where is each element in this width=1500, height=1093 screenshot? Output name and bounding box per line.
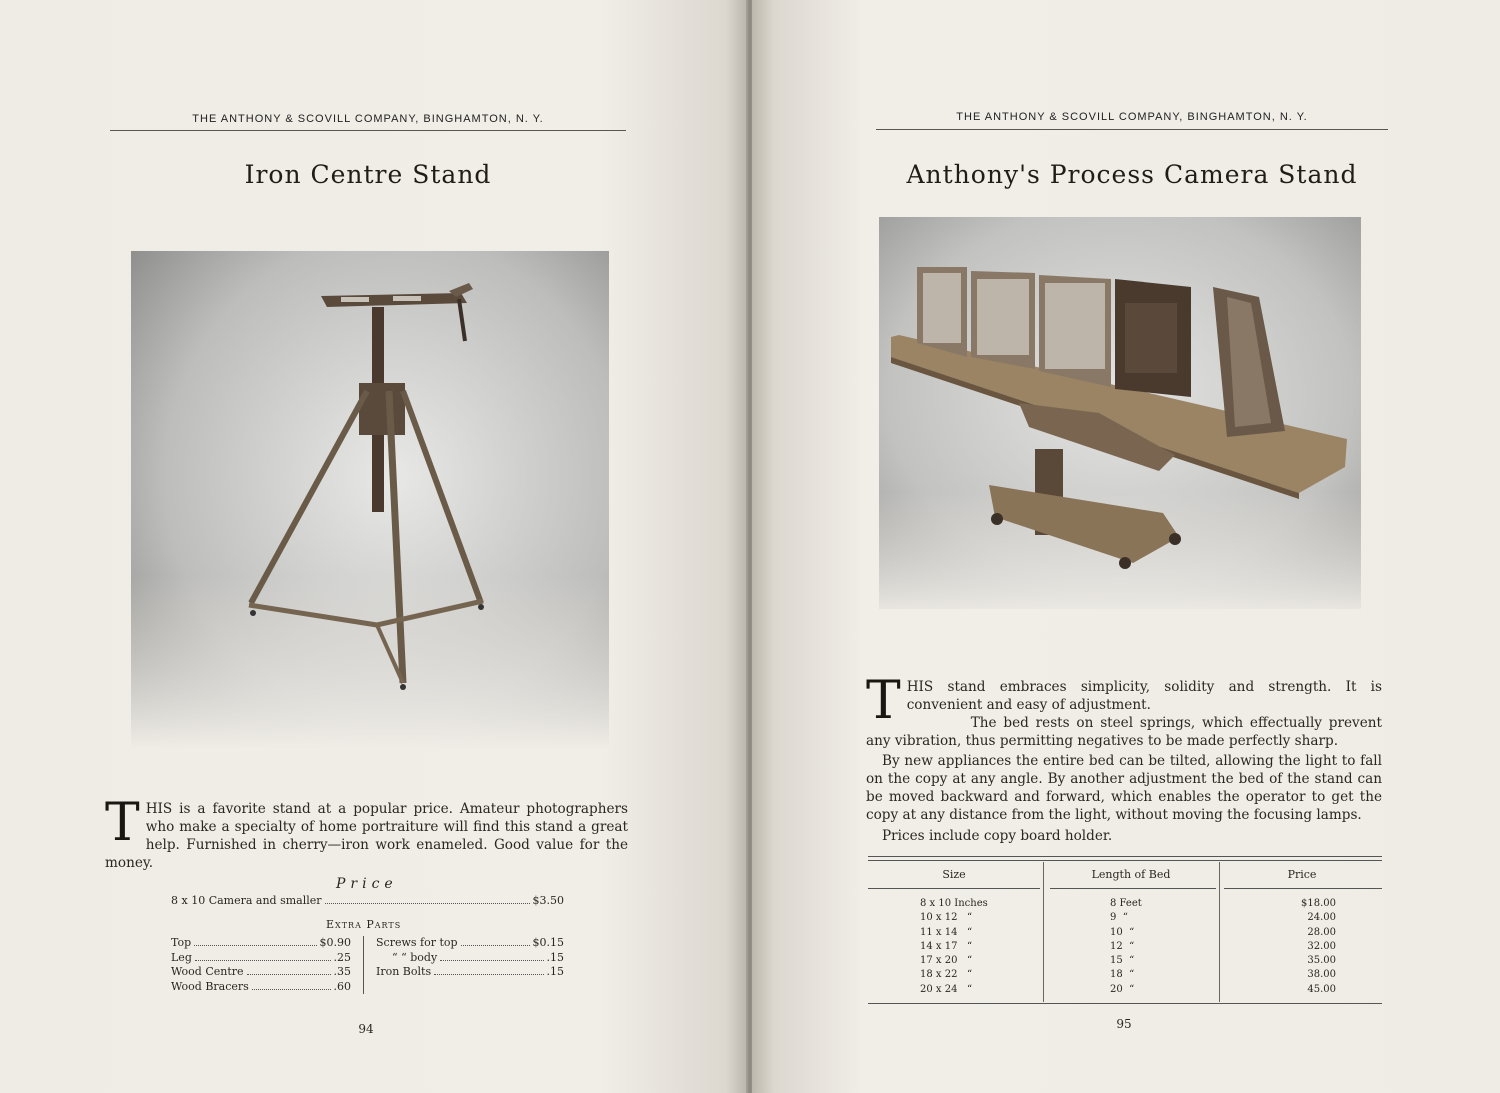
running-head: THE ANTHONY & SCOVILL COMPANY, BINGHAMTON, N. Y.	[956, 111, 1308, 123]
left-page	[0, 0, 748, 1093]
page-title: Anthony's Process Camera Stand	[906, 160, 1358, 189]
sizes-column	[920, 897, 1030, 997]
table-cell: 9 “	[1110, 912, 1128, 924]
part-row: Screws for top $0.15	[376, 936, 564, 949]
extra-parts-heading: Extra Parts	[326, 918, 402, 931]
column-divider	[1043, 862, 1044, 1002]
page-number: 95	[1116, 1017, 1132, 1031]
table-top-rule-2	[868, 860, 1382, 861]
table-cell: 10 “	[1110, 926, 1135, 938]
header-underline	[1050, 888, 1216, 889]
process-camera-stand-photo	[879, 217, 1361, 609]
drop-cap: T	[105, 793, 140, 853]
paragraph-text: HIS is a favorite stand at a popular price. Amateur photographers who make a specialty of home portraiture will find this stand a great help. Furnished in cherry—iron work enameled. Good value for the money.	[105, 801, 628, 871]
table-cell: 18 “	[1110, 969, 1135, 981]
table-cell: 20 “	[1110, 983, 1135, 995]
column-header-price: Price	[1287, 868, 1317, 881]
table-cell: 15 “	[1110, 955, 1135, 967]
paragraph-2: The bed rests on steel springs, which effectually prevent any vibration, thus permitting negatives to be made perfectly sharp.	[866, 715, 1382, 749]
part-row: Wood Bracers .60	[171, 979, 351, 993]
table-cell: 18 x 22 “	[920, 969, 973, 981]
part-row: Wood Centre .35	[171, 965, 351, 978]
page-title: Iron Centre Stand	[244, 160, 492, 189]
page-number: 94	[358, 1022, 374, 1036]
leader-dots	[325, 903, 530, 904]
column-header-length: Length of Bed	[1091, 868, 1171, 881]
column-header-size: Size	[942, 868, 966, 881]
parts-list-left	[171, 936, 351, 994]
price-heading: Price	[336, 876, 398, 892]
table-cell: 17 x 20 “	[920, 955, 973, 967]
table-cell: 14 x 17 “	[920, 940, 973, 952]
description-paragraph	[105, 793, 628, 872]
main-price-line	[171, 894, 564, 907]
table-cell: 8 Feet	[1110, 898, 1142, 909]
table-cell: 28.00	[1307, 926, 1336, 938]
header-rule	[110, 130, 626, 131]
item-price: $3.50	[532, 894, 564, 907]
header-underline	[868, 888, 1040, 889]
description-text	[866, 671, 1382, 845]
table-cell: $18.00	[1301, 898, 1336, 909]
header-rule	[876, 129, 1388, 130]
table-cell: 12 “	[1110, 940, 1135, 952]
table-top-rule	[868, 856, 1382, 857]
drop-cap: T	[866, 671, 901, 731]
paragraph-3: By new appliances the entire bed can be tilted, allowing the light to fall on the copy at any angle. By another adjustment the bed of the stand can be moved backward and forward, which enables the operator to get the copy at any distance from the light, without moving the focusing lamps.	[866, 753, 1382, 823]
table-cell: 32.00	[1307, 940, 1336, 952]
table-cell: 38.00	[1307, 969, 1336, 981]
part-row: Leg .25	[171, 950, 351, 964]
lengths-column	[1110, 897, 1200, 997]
part-row: Top $0.90	[171, 936, 351, 949]
header-underline	[1224, 888, 1382, 889]
table-cell: 35.00	[1307, 955, 1336, 967]
table-cell: 11 x 14 “	[920, 926, 973, 938]
prices-column	[1276, 897, 1336, 997]
table-cell: 8 x 10 Inches	[920, 898, 988, 909]
parts-list-right	[376, 936, 564, 980]
running-head: THE ANTHONY & SCOVILL COMPANY, BINGHAMTON, N. Y.	[192, 113, 544, 125]
part-row: Iron Bolts .15	[376, 965, 564, 978]
paragraph-4: Prices include copy board holder.	[882, 828, 1113, 844]
table-cell: 20 x 24 “	[920, 983, 973, 995]
part-row: “ “ body .15	[392, 950, 564, 964]
column-divider	[1219, 862, 1220, 1002]
table-cell: 10 x 12 “	[920, 912, 973, 924]
table-cell: 24.00	[1307, 912, 1336, 924]
iron-centre-stand-photo	[131, 251, 609, 751]
table-bottom-rule	[868, 1003, 1382, 1004]
right-page	[752, 0, 1500, 1093]
table-cell: 45.00	[1307, 983, 1336, 995]
paragraph-1: HIS stand embraces simplicity, solidity and strength. It is convenient and easy of adjustment.	[906, 679, 1382, 713]
item-label: 8 x 10 Camera and smaller	[171, 894, 322, 907]
parts-divider	[363, 936, 364, 994]
